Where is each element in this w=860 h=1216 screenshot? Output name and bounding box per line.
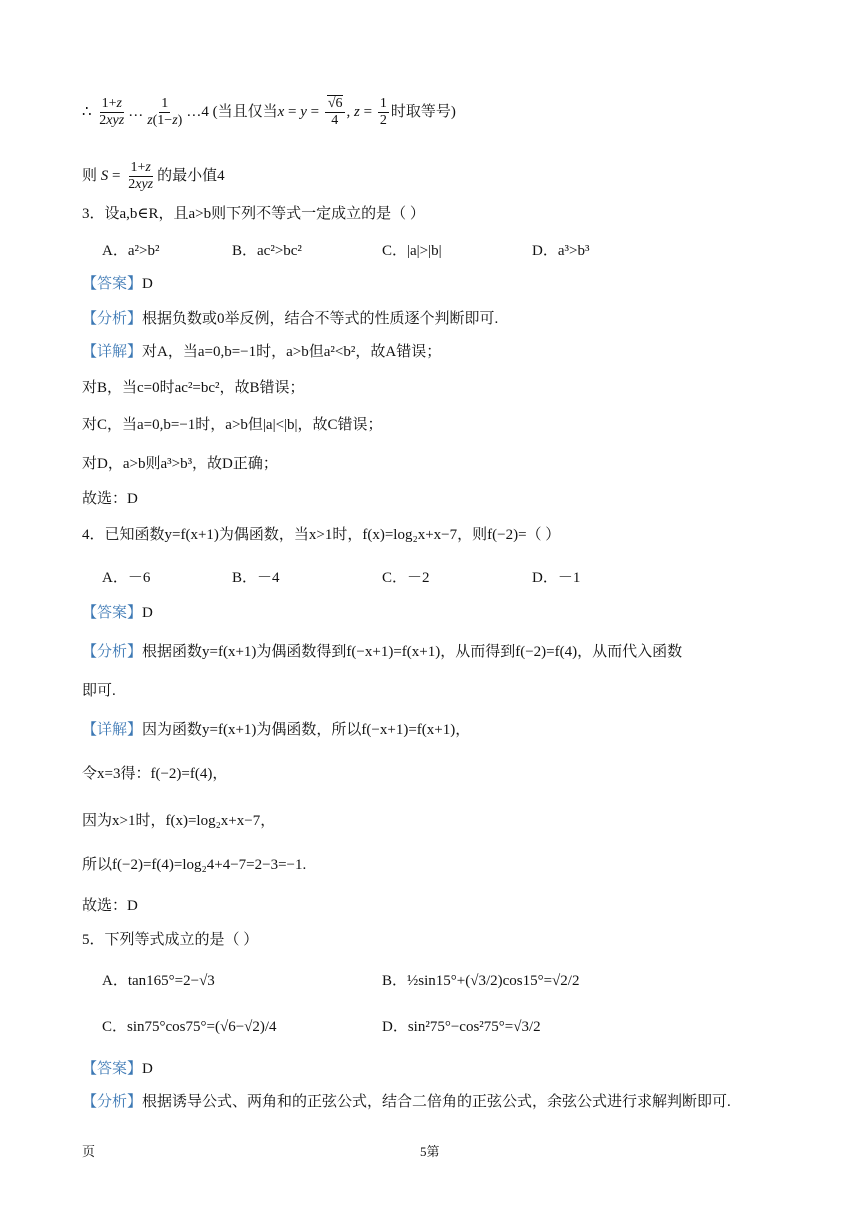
q3-option-a: A．a²>b² [102,243,160,259]
conclusion-line: ∴ $\frac{1+z}{\text{2xyz}}$ … $\frac{1}{z(1-z)}$ …4 (当且仅当x = y = $\frac{√6}{4}$ , z = $\frac{1}{2}$ 时取等号) [82,96,456,128]
q4-analysis-cont: 即可. [82,683,116,699]
q4-option-a: A．－6 [102,570,151,586]
q4-detail-1: 【详解】因为函数y=f(x+1)为偶函数，所以f(−x+1)=f(x+1)， [82,722,471,738]
min-value-line: 则 S = $\frac{1+z}{\text{2xyz}}$ 的最小值4 [82,160,225,192]
q4-detail-4: 所以f(−2)=f(4)=log₂4+4−7=2−3=−1. [82,857,307,873]
q3-option-d: D．a³>b³ [532,243,590,259]
q5-option-c: C．sin75°cos75°=(√6−√2)/4 [102,1019,277,1035]
q4-option-d: D．－1 [532,570,581,586]
page-number: 5第 [420,1144,440,1159]
footer-left: 页 [82,1144,96,1159]
q4-analysis: 【分析】根据函数y=f(x+1)为偶函数得到f(−x+1)=f(x+1)，从而得到f(−2)=f(4)，从而代入函数 [82,644,683,660]
q3-analysis: 【分析】根据负数或0举反例，结合不等式的性质逐个判断即可. [82,311,499,327]
q4-detail-2: 令x=3得：f(−2)=f(4)， [82,766,228,782]
q4-stem: 4．已知函数y=f(x+1)为偶函数，当x>1时，f(x)=log₂x+x−7，则f(−2)=（ ） [82,527,561,543]
q4-option-c: C．－2 [382,570,430,586]
conclusion-tail: 时取等号 [390,103,451,120]
q4-detail-3: 因为x>1时，f(x)=log₂x+x−7， [82,813,276,829]
q4-option-b: B．－4 [232,570,280,586]
q5-option-d: D．sin²75°−cos²75°=√3/2 [382,1019,541,1035]
q3-stem: 3．设a,b∈R，且a>b则下列不等式一定成立的是（ ） [82,206,425,222]
q3-option-c: C．|a|>|b| [382,243,442,259]
q3-detail-2: 对B，当c=0时ac²=bc²，故B错误； [82,380,305,396]
q4-choose: 故选：D [82,898,138,914]
q4-answer: 【答案】D [82,605,153,621]
q3-option-b: B．ac²>bc² [232,243,302,259]
q5-answer: 【答案】D [82,1061,153,1077]
q5-option-a: A．tan165°=2−√3 [102,973,215,989]
q3-answer: 【答案】D [82,276,153,292]
q5-analysis: 【分析】根据诱导公式、两角和的正弦公式，结合二倍角的正弦公式，余弦公式进行求解判断即可. [82,1094,731,1110]
q3-detail-3: 对C，当a=0,b=−1时，a>b但|a|<|b|，故C错误； [82,417,383,433]
q3-detail-4: 对D，a>b则a³>b³，故D正确； [82,456,278,472]
q5-option-b: B．½sin15°+(√3/2)cos15°=√2/2 [382,973,580,989]
q3-detail-1: 【详解】对A，当a=0,b=−1时，a>b但a²<b²，故A错误； [82,344,442,360]
q5-stem: 5．下列等式成立的是（ ） [82,932,259,948]
q3-choose: 故选：D [82,491,138,507]
